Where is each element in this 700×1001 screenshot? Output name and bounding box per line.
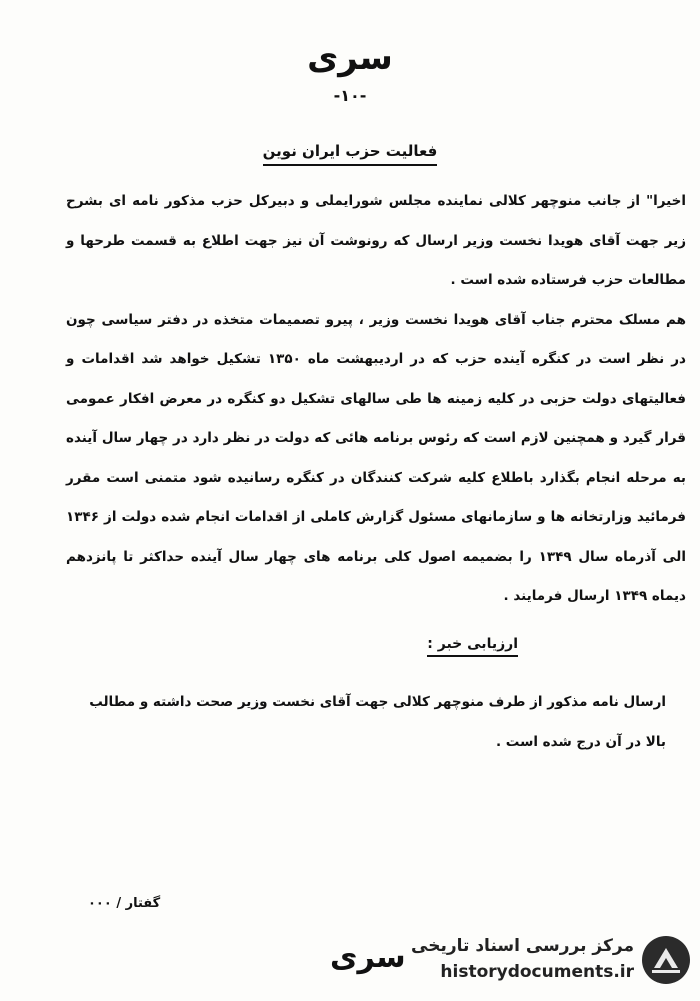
document-body xyxy=(66,182,686,617)
page-number: -۱۰- xyxy=(333,86,367,105)
archive-logo-icon xyxy=(640,934,692,986)
evaluation-heading-text: ارزیابی خبر : xyxy=(427,636,518,657)
classification-stamp-top: سری xyxy=(307,38,393,78)
body-paragraph: اخیرا" از جانب منوچهر کلالی نماینده مجلس شورایملی و دبیرکل حزب مذکور نامه ای بشرح زیر جهت آقای هویدا نخست وزیر ارسال که رونوشت آن نیز جهت اطلاع به قسمت طرحها و مطالعات حزب فرستاده شده است . xyxy=(66,193,686,288)
evaluation-paragraph: ارسال نامه مذکور از طرف منوچهر کلالی جهت آقای نخست وزیر صحت داشته و مطالب بالا در آن درج شده است . xyxy=(89,694,666,750)
document-title-text: فعالیت حزب ایران نوین xyxy=(263,142,438,166)
evaluation-heading xyxy=(427,636,518,652)
document-title xyxy=(0,142,700,160)
evaluation-body xyxy=(66,682,666,762)
archive-name: مرکز بررسی اسناد تاریخی xyxy=(411,936,634,956)
classification-stamp-bottom: سری xyxy=(330,940,406,975)
archive-watermark xyxy=(410,930,692,994)
archive-url: historydocuments.ir xyxy=(440,962,634,982)
body-paragraph: هم مسلک محترم جناب آقای هویدا نخست وزیر ، پیرو تصمیمات متخذه در دفتر سیاسی چون در نظر است در کنگره آینده حزب که در اردیبهشت ماه ۱۳۵۰ تشکیل خواهد شد اقدامات و فعالیتهای دولت حزبی در کلیه زمینه ها طی سالهای تشکیل دو کنگره در معرض افکار عمومی قرار گیرد و همچنین لازم است که رئوس برنامه هائی که دولت در نظر دارد در چهار سال آینده به مرحله انجام بگذارد باطلاع کلیه شرکت کنندگان در کنگره رسانیده شود متمنی است مقرر فرمائید وزارتخانه ها و سازمانهای مسئول گزارش کاملی از اقدامات انجام شده دولت از ۱۳۴۶ الی آذرماه سال ۱۳۴۹ را بضمیمه اصول کلی برنامه های چهار سال آینده حداکثر تا پانزدهم دیماه ۱۳۴۹ ارسال فرمایند . xyxy=(66,311,686,604)
reference-code: گفتار / ۰۰۰ xyxy=(88,896,161,911)
